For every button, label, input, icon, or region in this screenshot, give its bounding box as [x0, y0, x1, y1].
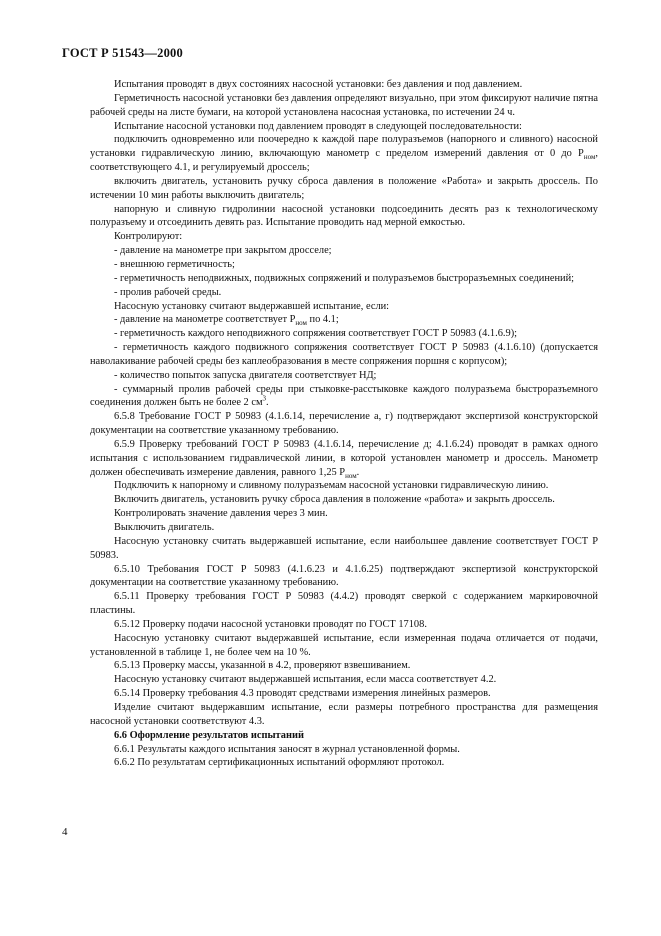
paragraph: Изделие считают выдержавшим испытание, если размеры потребного пространства для размещения насосной установки соответствуют 4.3. — [90, 701, 598, 727]
paragraph: Насосную установку считать выдержавшей испытание, если наибольшее давление соответствует ГОСТ Р 50983. — [90, 535, 598, 561]
list-item: - герметичность каждого неподвижного сопряжения соответствует ГОСТ Р 50983 (4.1.6.9); — [114, 328, 518, 340]
page-number: 4 — [62, 826, 68, 838]
document-header: ГОСТ Р 51543—2000 — [62, 46, 183, 60]
list-item: - пролив рабочей среды. — [114, 286, 222, 298]
paragraph: 6.5.10 Требования ГОСТ Р 50983 (4.1.6.23 и 4.1.6.25) подтверждают экспертизой конструкторской документации на соответствие указанному требованию. — [90, 563, 598, 589]
paragraph: Выключить двигатель. — [114, 522, 215, 533]
paragraph: подключить одновременно или поочередно к каждой паре полуразъемов (напорного и сливного) насосной установки гидравлическую линию, включающую манометр с пределом измерений давления от 0 до $P_{ном}$, соответствующего 4.1, и регулируемый дроссель; — [90, 134, 598, 174]
paragraph: 6.5.14 Проверку требования 4.3 проводят средствами измерения линейных размеров. — [114, 688, 491, 700]
paragraph: Включить двигатель, установить ручку сброса давления в положение «работа» и закрыть дроссель. — [114, 494, 555, 506]
paragraph: Испытания проводят в двух состояниях насосной установки: без давления и под давлением. — [114, 79, 523, 90]
list-item: - давление на манометре соответствует $P_{ном}$ по 4.1; — [114, 314, 339, 328]
list-item: - герметичность каждого подвижного сопряжения соответствует ГОСТ Р 50983 (4.1.6.10) (допускается наволакивание рабочей среды без каплеобразования в месте сопряжения поршня с корпусом); — [90, 342, 598, 367]
list-item: - количество попыток запуска двигателя соответствует НД; — [114, 369, 377, 381]
paragraph: 6.6.1 Результаты каждого испытания заносят в журнал установленной формы. — [114, 743, 460, 755]
paragraph: Испытание насосной установки под давлением проводят в следующей последовательности: — [114, 120, 522, 132]
paragraph: 6.5.8 Требование ГОСТ Р 50983 (4.1.6.14, перечисление а, г) подтверждают экспертизой конструкторской документации на соответствие указанному требованию. — [90, 411, 598, 437]
paragraph: Герметичность насосной установки без давления определяют визуально, при этом фиксируют наличие пятна рабочей среды на листе бумаги, на которой установлена насосная установка, по истечении 24 ч. — [90, 92, 598, 118]
paragraph: Насосную установку считают выдержавшей испытание, если: — [114, 300, 390, 312]
paragraph: Контролируют: — [114, 231, 183, 243]
section-heading: 6.6 Оформление результатов испытаний — [114, 729, 304, 741]
paragraph: Подключить к напорному и сливному полуразъемам насосной установки гидравлическую линию. — [114, 480, 549, 492]
paragraph: Контролировать значение давления через 3 мин. — [114, 508, 328, 520]
list-item: - суммарный пролив рабочей среды при стыковке-расстыковке каждого полуразъема быстроразъемного соединения должен быть не более 2 $см^3$. — [90, 383, 598, 409]
document-body — [90, 78, 598, 770]
paragraph: напорную и сливную гидролинии насосной установки подсоединить десять раз к технологическому полуразъему и отсоединить девять раз. Испытание проводить над мерной емкостью. — [90, 203, 598, 229]
list-item: - давление на манометре при закрытом дросселе; — [114, 245, 332, 257]
paragraph: 6.5.9 Проверку требований ГОСТ Р 50983 (4.1.6.14, перечисление д; 4.1.6.24) проводят в рамках одного испытания с использованием гидравлической линии, в которой установлен манометр и дроссель. Манометр должен обеспечивать измерение давления, равного 1,25 $P_{ном}$. — [90, 438, 598, 480]
paragraph: 6.5.11 Проверку требования ГОСТ Р 50983 (4.4.2) проводят сверкой с содержанием маркировочной пластины. — [90, 591, 598, 617]
paragraph: 6.5.13 Проверку массы, указанной в 4.2, проверяют взвешиванием. — [114, 660, 411, 672]
paragraph: Насосную установку считают выдержавшей испытание, если измеренная подача отличается от подачи, установленной в таблице 1, не более чем на 10 %. — [90, 632, 598, 658]
paragraph: 6.6.2 По результатам сертификационных испытаний оформляют протокол. — [114, 757, 445, 769]
paragraph: 6.5.12 Проверку подачи насосной установки проводят по ГОСТ 17108. — [114, 618, 427, 630]
list-item: - герметичность неподвижных, подвижных сопряжений и полуразъемов быстроразъемных соединений; — [114, 272, 575, 284]
list-item: - внешнюю герметичность; — [114, 258, 235, 270]
paragraph: Насосную установку считают выдержавшей испытания, если масса соответствует 4.2. — [114, 674, 497, 686]
paragraph: включить двигатель, установить ручку сброса давления в положение «Работа» и закрыть дроссель. По истечении 10 мин работы выключить двигатель; — [90, 175, 598, 201]
